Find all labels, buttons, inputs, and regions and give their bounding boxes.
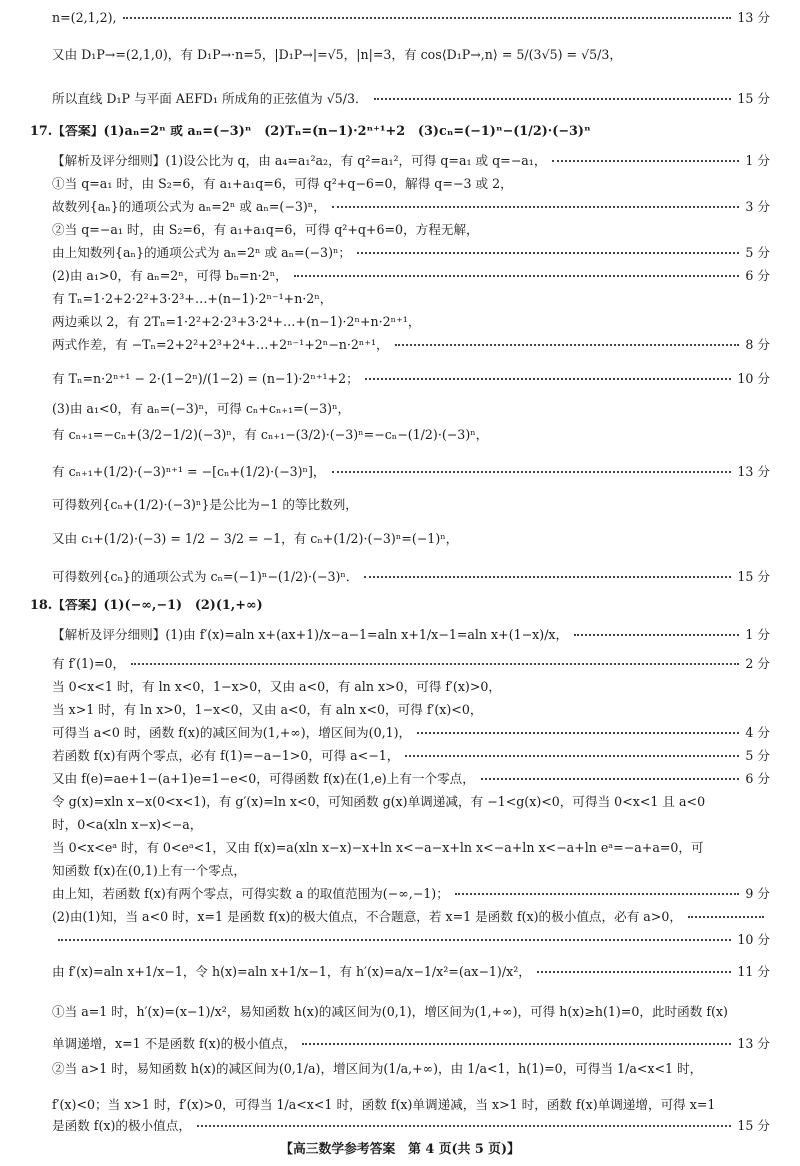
line-text: 有 cₙ₊₁+(1/2)·(−3)ⁿ⁺¹ = −[cₙ+(1/2)·(−3)ⁿ]，	[52, 465, 326, 479]
line-text: 若函数 f(x)有两个零点，必有 f(1)=−a−1>0，可得 a<−1，	[52, 749, 400, 763]
line-35	[0, 929, 800, 951]
line-text: ②当 a>1 时，易知函数 h(x)的减区间为(0,1/a)，增区间为(1/a,+∞)，由 1/a<1，h(1)=0，可得当 1/a<x<1 时，	[52, 1062, 703, 1076]
line-28	[0, 768, 800, 790]
line-15	[0, 398, 800, 420]
score: 5 分	[745, 748, 770, 764]
page-footer: 【高三数学参考答案 第 4 页(共 5 页)】	[280, 1141, 520, 1157]
line-20	[0, 566, 800, 588]
line-text: 由 f′(x)=aln x+1/x−1，令 h(x)=aln x+1/x−1，有 h′(x)=a/x−1/x²=(ax−1)/x²，	[52, 965, 531, 979]
line-text: 【解析及评分细则】(1)由 f′(x)=aln x+(ax+1)/x−a−1=aln x+1/x−1=aln x+(1−x)/x，	[52, 628, 569, 642]
line-33	[0, 883, 800, 905]
score: 1 分	[745, 153, 770, 169]
line-text: 可得数列{cₙ}的通项公式为 cₙ=(−1)ⁿ−(1/2)·(−3)ⁿ．	[52, 570, 359, 584]
line-text: 两边乘以 2，有 2Tₙ=1·2²+2·2³+3·2⁴+…+(n−1)·2ⁿ+n·2ⁿ⁺¹，	[52, 315, 421, 329]
line-36	[0, 955, 800, 989]
line-14	[0, 362, 800, 396]
leader-dots	[374, 98, 732, 100]
line-text: 单调递增，x=1 不是函数 f(x)的极小值点，	[52, 1037, 297, 1051]
score: 6 分	[745, 268, 770, 284]
line-text: 又由 f(e)=ae+1−(a+1)e=1−e<0，可得函数 f(x)在(1,e)上有一个零点，	[52, 772, 475, 786]
score: 13 分	[737, 464, 770, 480]
leader-dots	[294, 275, 740, 277]
score: 6 分	[745, 771, 770, 787]
line-18	[0, 488, 800, 522]
leader-dots	[417, 732, 739, 734]
line-text: 故数列{aₙ}的通项公式为 aₙ=2ⁿ 或 aₙ=(−3)ⁿ，	[52, 200, 326, 214]
leader-dots	[332, 471, 732, 473]
line-text: 由上知，若函数 f(x)有两个零点，可得实数 a 的取值范围为(−∞,−1)；	[52, 887, 449, 901]
line-29	[0, 791, 800, 813]
line-37	[0, 995, 800, 1029]
leader-dots	[364, 576, 731, 578]
line-text: 当 0<x<1 时，有 ln x<0，1−x>0，又由 a<0，有 aln x>0，可得 f′(x)>0，	[52, 680, 502, 694]
line-text: 所以直线 D₁P 与平面 AEFD₁ 所成角的正弦值为 √5/3．	[52, 92, 368, 106]
line-3	[0, 82, 800, 116]
score: 13 分	[737, 1036, 770, 1052]
leader-dots	[405, 755, 739, 757]
leader-dots	[481, 778, 740, 780]
line-text: ①当 a=1 时，h′(x)=(x−1)/x²，易知函数 h(x)的减区间为(0,1)，增区间为(1,+∞)，可得 h(x)≥h(1)=0，此时函数 f(x)	[52, 1005, 728, 1019]
q17-answer	[0, 115, 800, 149]
score: 10 分	[737, 371, 770, 387]
line-text: 有 Tₙ=n·2ⁿ⁺¹ − 2·(1−2ⁿ)/(1−2) = (n−1)·2ⁿ⁺¹+2；	[52, 372, 359, 386]
leader-dots	[58, 939, 731, 941]
line-text: 又由 D₁P→=(2,1,0)，有 D₁P→·n=5，|D₁P→|=√5，|n|=3，有 cos⟨D₁P→,n⟩ = 5/(3√5) = √5/3，	[52, 48, 622, 62]
line-32	[0, 860, 800, 882]
leader-dots	[123, 17, 732, 19]
line-text: 由上知数列{aₙ}的通项公式为 aₙ=2ⁿ 或 aₙ=(−3)ⁿ；	[52, 246, 352, 260]
leader-dots	[197, 1125, 731, 1127]
score: 1 分	[745, 627, 770, 643]
line-text: 是函数 f(x)的极小值点，	[52, 1119, 191, 1133]
leader-dots	[365, 378, 732, 380]
score: 15 分	[737, 91, 770, 107]
line-16	[0, 418, 800, 452]
line-text: (2)由 a₁>0，有 aₙ=2ⁿ，可得 bₙ=n·2ⁿ，	[52, 269, 288, 283]
line-12	[0, 311, 800, 333]
leader-dots	[395, 344, 740, 346]
line-text: 【解析及评分细则】(1)设公比为 q，由 a₄=a₁²a₂，有 q²=a₁²，可得 q=a₁ 或 q=−a₁，	[52, 154, 547, 168]
line-23	[0, 653, 800, 675]
line-17	[0, 455, 800, 489]
line-text: (3)由 a₁<0，有 aₙ=(−3)ⁿ，可得 cₙ+cₙ₊₁=(−3)ⁿ，	[52, 402, 351, 416]
score: 8 分	[745, 337, 770, 353]
score: 11 分	[737, 964, 770, 980]
score: 3 分	[745, 199, 770, 215]
line-text: 可得数列{cₙ+(1/2)·(−3)ⁿ}是公比为−1 的等比数列，	[52, 498, 358, 512]
score: 9 分	[745, 886, 770, 902]
line-6	[0, 173, 800, 195]
line-text: ①当 q=a₁ 时，由 S₂=6，有 a₁+a₁q=6，可得 q²+q−6=0，解得 q=−3 或 2，	[52, 177, 513, 191]
score: 5 分	[745, 245, 770, 261]
line-text: 当 x>1 时，有 ln x>0，1−x<0，又由 a<0，有 aln x<0，可得 f′(x)<0，	[52, 703, 483, 717]
line-text: 有 cₙ₊₁=−cₙ+(3/2−1/2)(−3)ⁿ，有 cₙ₊₁−(3/2)·(−3)ⁿ=−cₙ−(1/2)·(−3)ⁿ，	[52, 428, 489, 442]
line-text: f′(x)<0；当 x>1 时，f′(x)>0，可得当 1/a<x<1 时，函数 f(x)单调递减，当 x>1 时，函数 f(x)单调递增，可得 x=1	[52, 1098, 716, 1112]
line-31	[0, 837, 800, 859]
line-text: 令 g(x)=xln x−x(0<x<1)，有 g′(x)=ln x<0，可知函数 g(x)单调递减，有 −1<g(x)<0，可得当 0<x<1 且 a<0	[52, 795, 706, 809]
leader-dots	[357, 252, 739, 254]
line-5	[0, 150, 800, 172]
leader-dots	[688, 916, 764, 918]
line-text: 知函数 f(x)在(0,1)上有一个零点，	[52, 864, 246, 878]
line-text: (2)由(1)知，当 a<0 时，x=1 是函数 f(x)的极大值点，不合题意，若 x=1 是函数 f(x)的极小值点，必有 a>0，	[52, 910, 682, 924]
line-27	[0, 745, 800, 767]
line-26	[0, 722, 800, 744]
line-text: 有 f′(1)=0，	[52, 657, 126, 671]
line-39	[0, 1052, 800, 1086]
line-11	[0, 288, 800, 310]
line-text: 当 0<x<eᵃ 时，有 0<eᵃ<1，又由 f(x)=a(xln x−x)−x+ln x<−a−x+ln x<−a+ln x<−a+ln eᵃ=−a+a=0，可	[52, 841, 704, 855]
score: 15 分	[737, 569, 770, 585]
leader-dots	[455, 893, 740, 895]
line-text: 18.【答案】(1)(−∞,−1) (2)(1,+∞)	[30, 598, 263, 613]
line-9	[0, 242, 800, 264]
line-7	[0, 196, 800, 218]
line-text: ②当 q=−a₁ 时，由 S₂=6，有 a₁+a₁q=6，可得 q²+q+6=0，方程无解，	[52, 223, 479, 237]
line-2	[0, 38, 800, 72]
line-41	[0, 1115, 800, 1137]
line-text: 17.【答案】(1)aₙ=2ⁿ 或 aₙ=(−3)ⁿ (2)Tₙ=(n−1)·2ⁿ⁺¹+2 (3)cₙ=(−1)ⁿ−(1/2)·(−3)ⁿ	[30, 124, 591, 139]
line-text: 有 Tₙ=1·2+2·2²+3·2³+…+(n−1)·2ⁿ⁻¹+n·2ⁿ，	[52, 292, 333, 306]
leader-dots	[574, 634, 739, 636]
line-24	[0, 676, 800, 698]
line-text: 可得当 a<0 时，函数 f(x)的减区间为(1,+∞)，增区间为(0,1)，	[52, 726, 412, 740]
line-text: 时，0<a(xln x−x)<−a，	[52, 818, 203, 832]
score: 13 分	[737, 10, 770, 26]
score: 4 分	[745, 725, 770, 741]
leader-dots	[131, 663, 739, 665]
line-text: 又由 c₁+(1/2)·(−3) = 1/2 − 3/2 = −1，有 cₙ+(1/2)·(−3)ⁿ=(−1)ⁿ，	[52, 532, 459, 546]
line-8	[0, 219, 800, 241]
score: 10 分	[737, 932, 770, 948]
leader-dots	[332, 206, 740, 208]
line-text: 两式作差，有 −Tₙ=2+2²+2³+2⁴+…+2ⁿ⁻¹+2ⁿ−n·2ⁿ⁺¹，	[52, 338, 389, 352]
leader-dots	[537, 971, 732, 973]
q18-answer	[0, 595, 800, 617]
line-19	[0, 522, 800, 556]
line-25	[0, 699, 800, 721]
line-22	[0, 618, 800, 652]
line-13	[0, 334, 800, 356]
leader-dots	[552, 160, 739, 162]
line-30	[0, 814, 800, 836]
line-1	[0, 7, 800, 29]
line-34	[0, 906, 800, 928]
score: 2 分	[745, 656, 770, 672]
line-text: n=(2,1,2),	[52, 11, 117, 25]
line-10	[0, 265, 800, 287]
score: 15 分	[737, 1118, 770, 1134]
leader-dots	[302, 1043, 731, 1045]
